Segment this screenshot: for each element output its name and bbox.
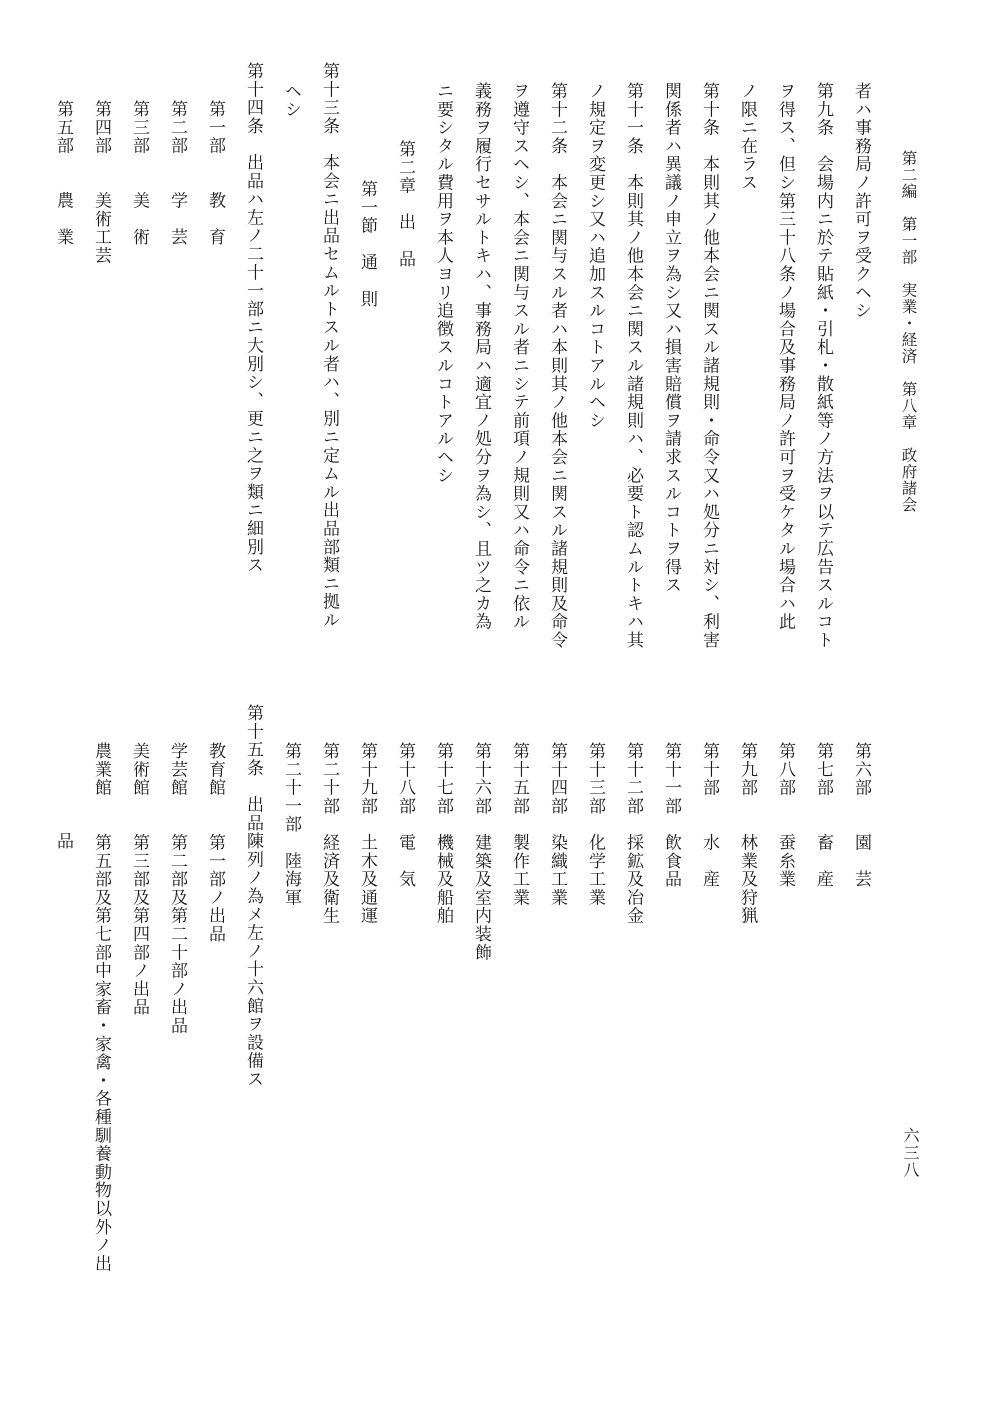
list-item: 第九部 林業及狩猟	[737, 742, 757, 925]
list-item: 第十部 水 産	[699, 742, 719, 889]
text-line: ニ要シタル費用ヲ本人ヨリ追徴スルコトアルヘシ	[433, 82, 453, 485]
list-item: 第三部 美 術	[129, 100, 149, 247]
list-item: 第十八部 電 気	[395, 742, 415, 889]
article-14: 第十四条 出品ハ左ノ二十一部ニ大別シ、更ニ之ヲ類ニ細別ス	[243, 62, 263, 575]
article-10: 第十条 本則其ノ他本会ニ関スル諸規則・命令又ハ処分ニ対シ、利害	[699, 82, 719, 650]
list-item: 第十九部 土木及通運	[357, 742, 377, 925]
text-line: ノ限ニ在ラス	[737, 82, 757, 192]
list-item: 第十七部 機械及船舶	[433, 742, 453, 925]
list-item: 教育館 第一部ノ出品	[205, 742, 225, 944]
text-line: ヘシ	[281, 82, 301, 119]
list-item: 農業館 第五部及第七部中家畜・家禽・各種馴養動物以外ノ出	[91, 742, 111, 1273]
list-item: 第二十部 経済及衛生	[319, 742, 339, 925]
list-item: 第二部 学 芸	[167, 100, 187, 247]
page-number: 六三八	[901, 1127, 920, 1179]
text-line: ヲ得ス、但シ第三十八条ノ場合及事務局ノ許可ヲ受ケタル場合ハ此	[775, 82, 795, 631]
text-line: 関係者ハ異議ノ申立ヲ為シ又ハ損害賠償ヲ請求スルコトヲ得ス	[661, 82, 681, 595]
list-item: 第十三部 化学工業	[585, 742, 605, 907]
article-12: 第十二条 本会ニ関与スル者ハ本則其ノ他本会ニ関スル諸規則及命令	[547, 82, 567, 650]
text-line: ヲ遵守スヘシ、本会ニ関与スル者ニシテ前項ノ規則又ハ命令ニ依ル	[509, 82, 529, 631]
list-item: 第六部 園 芸	[851, 742, 871, 889]
article-11: 第十一条 本則其ノ他本会ニ関スル諸規則ハ、必要ト認ムルトキハ其	[623, 82, 643, 650]
text-line: 品	[53, 832, 73, 851]
list-item: 第十四部 染織工業	[547, 742, 567, 907]
article-15: 第十五条 出品陳列ノ為メ左ノ十六館ヲ設備ス	[243, 704, 263, 1089]
section-heading: 第一節 通 則	[357, 180, 377, 309]
list-item: 第五部 農 業	[53, 100, 73, 247]
list-item: 第一部 教 育	[205, 100, 225, 247]
list-item: 第十六部 建築及室内装飾	[471, 742, 491, 962]
list-item: 第二十一部 陸海軍	[281, 742, 301, 907]
list-item: 学芸館 第二部及第二十部ノ出品	[167, 742, 187, 1035]
text-line: 義務ヲ履行セサルトキハ、事務局ハ適宜ノ処分ヲ為シ、且ツ之カ為	[471, 82, 491, 631]
list-item: 第十五部 製作工業	[509, 742, 529, 907]
list-item: 美術館 第三部及第四部ノ出品	[129, 742, 149, 1017]
list-item: 第四部 美術工芸	[91, 100, 111, 265]
list-item: 第十二部 採鉱及冶金	[623, 742, 643, 925]
running-header: 第二編 第一部 実業・経済 第八章 政府諸会	[899, 150, 918, 513]
article-13: 第十三条 本会ニ出品セムルトスル者ハ、別ニ定ムル出品部類ニ拠ル	[319, 62, 339, 630]
list-item: 第十一部 飲食品	[661, 742, 681, 889]
list-item: 第七部 畜 産	[813, 742, 833, 889]
text-line: 者ハ事務局ノ許可ヲ受クヘシ	[851, 82, 871, 320]
text-line: ノ規定ヲ変更シ又ハ追加スルコトアルヘシ	[585, 82, 605, 430]
article-9: 第九条 会場内ニ於テ貼紙・引札・散紙等ノ方法ヲ以テ広告スルコト	[813, 82, 833, 650]
chapter-heading: 第二章 出 品	[395, 140, 415, 269]
list-item: 第八部 蚕糸業	[775, 742, 795, 889]
